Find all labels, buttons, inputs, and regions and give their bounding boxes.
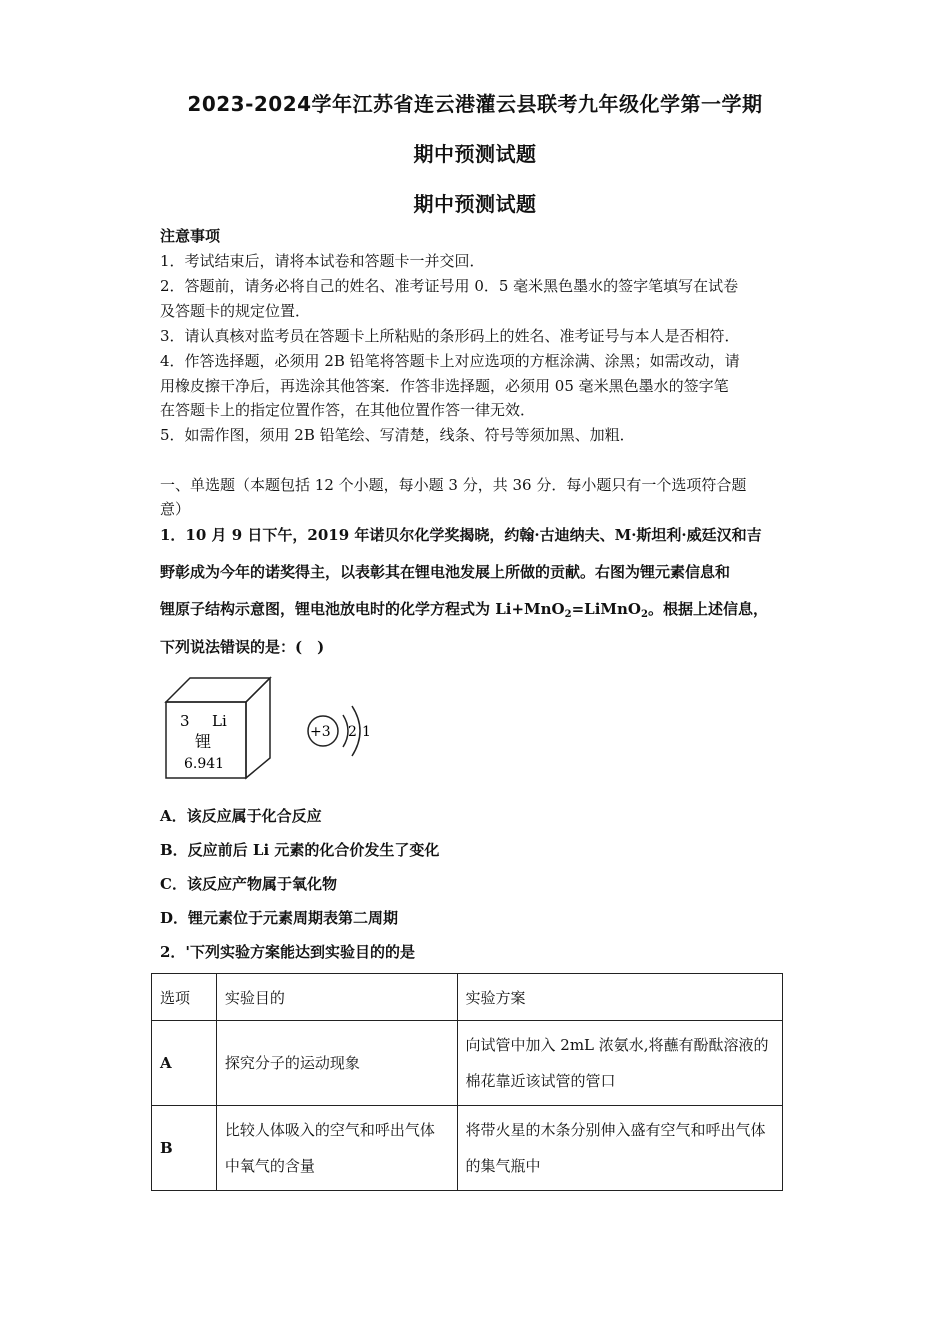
lithium-element-cell	[160, 672, 280, 784]
exam-title-line3: 期中预测试题	[413, 192, 537, 216]
q1-stem-line3	[160, 599, 800, 625]
section-heading-line2: 意）	[160, 500, 191, 518]
table-row	[152, 1021, 783, 1106]
notice-item: 4．作答选择题，必须用 2B 铅笔将答题卡上对应选项的方框涂满、涂黑；如需改动，请	[160, 352, 740, 370]
exam-title-line2: 期中预测试题	[413, 142, 537, 166]
subscript: 2	[564, 609, 572, 620]
shell-electrons: 2	[348, 724, 357, 740]
nuclear-charge: +3	[310, 724, 331, 740]
q1-option-d: D．锂元素位于元素周期表第二周期	[160, 909, 399, 927]
q2-stem: 2．'下列实验方案能达到实验目的的是	[160, 943, 416, 961]
table-header: 选项	[152, 974, 217, 1021]
table-header: 实验方案	[457, 974, 782, 1021]
q1-option-c: C．该反应产物属于氧化物	[160, 875, 337, 893]
notice-item: 3．请认真核对监考员在答题卡上所粘贴的条形码上的姓名、准考证号与本人是否相符．	[160, 327, 740, 345]
q1-stem-line1: 1．10 月 9 日下午，2019 年诺贝尔化学奖揭晓，约翰·古迪纳夫、M·斯坦利·威廷汉和吉	[160, 526, 762, 544]
notice-item: 用橡皮擦干净后，再选涂其他答案．作答非选择题，必须用 05 毫米黑色墨水的签字笔	[160, 377, 729, 395]
lithium-atom-structure	[300, 682, 390, 772]
notice-item: 1．考试结束后，请将本试卷和答题卡一并交回．	[160, 252, 485, 270]
atomic-number: 3	[180, 712, 190, 730]
element-name: 锂	[195, 732, 212, 751]
table-cell-purpose: 比较人体吸入的空气和呼出气体中氧气的含量	[216, 1106, 457, 1191]
q1-stem-line4: 下列说法错误的是：( )	[160, 638, 325, 656]
table-cell-plan: 向试管中加入 2mL 浓氨水,将蘸有酚酞溶液的棉花靠近该试管的管口	[457, 1021, 782, 1106]
notice-heading: 注意事项	[160, 227, 221, 245]
experiment-table	[151, 973, 783, 1191]
notice-item: 在答题卡上的指定位置作答，在其他位置作答一律无效．	[160, 401, 536, 419]
q1-text: =LiMnO	[571, 600, 641, 618]
shell-electrons: 1	[362, 724, 371, 740]
element-symbol: Li	[212, 712, 227, 730]
notice-item: 5．如需作图，须用 2B 铅笔绘、写清楚，线条、符号等须加黑、加粗．	[160, 426, 635, 444]
table-cell-option: B	[152, 1106, 217, 1191]
q1-option-b: B．反应前后 Li 元素的化合价发生了变化	[160, 841, 440, 859]
table-row	[152, 1106, 783, 1191]
table-cell-option: A	[152, 1021, 217, 1106]
atomic-mass: 6.941	[184, 756, 225, 772]
table-header-row	[152, 974, 783, 1021]
notice-item: 及答题卡的规定位置．	[160, 302, 311, 320]
table-cell-plan: 将带火星的木条分别伸入盛有空气和呼出气体的集气瓶中	[457, 1106, 782, 1191]
table-header: 实验目的	[216, 974, 457, 1021]
q1-stem-line2: 野彰成为今年的诺奖得主，以表彰其在锂电池发展上所做的贡献。右图为锂元素信息和	[160, 563, 731, 581]
table-cell-purpose: 探究分子的运动现象	[216, 1021, 457, 1106]
q1-text: 锂原子结构示意图，锂电池放电时的化学方程式为 Li+MnO	[160, 600, 565, 618]
exam-title-line1: 2023-2024学年江苏省连云港灌云县联考九年级化学第一学期	[187, 92, 763, 116]
section-heading-line1: 一、单选题（本题包括 12 个小题，每小题 3 分，共 36 分．每小题只有一个选项符合题	[160, 476, 747, 494]
subscript: 2	[640, 609, 648, 620]
q1-option-a: A．该反应属于化合反应	[160, 807, 322, 825]
q1-text: 。根据上述信息，	[647, 600, 768, 618]
notice-item: 2．答题前，请务必将自己的姓名、准考证号用 0．5 毫米黑色墨水的签字笔填写在试卷	[160, 277, 739, 295]
